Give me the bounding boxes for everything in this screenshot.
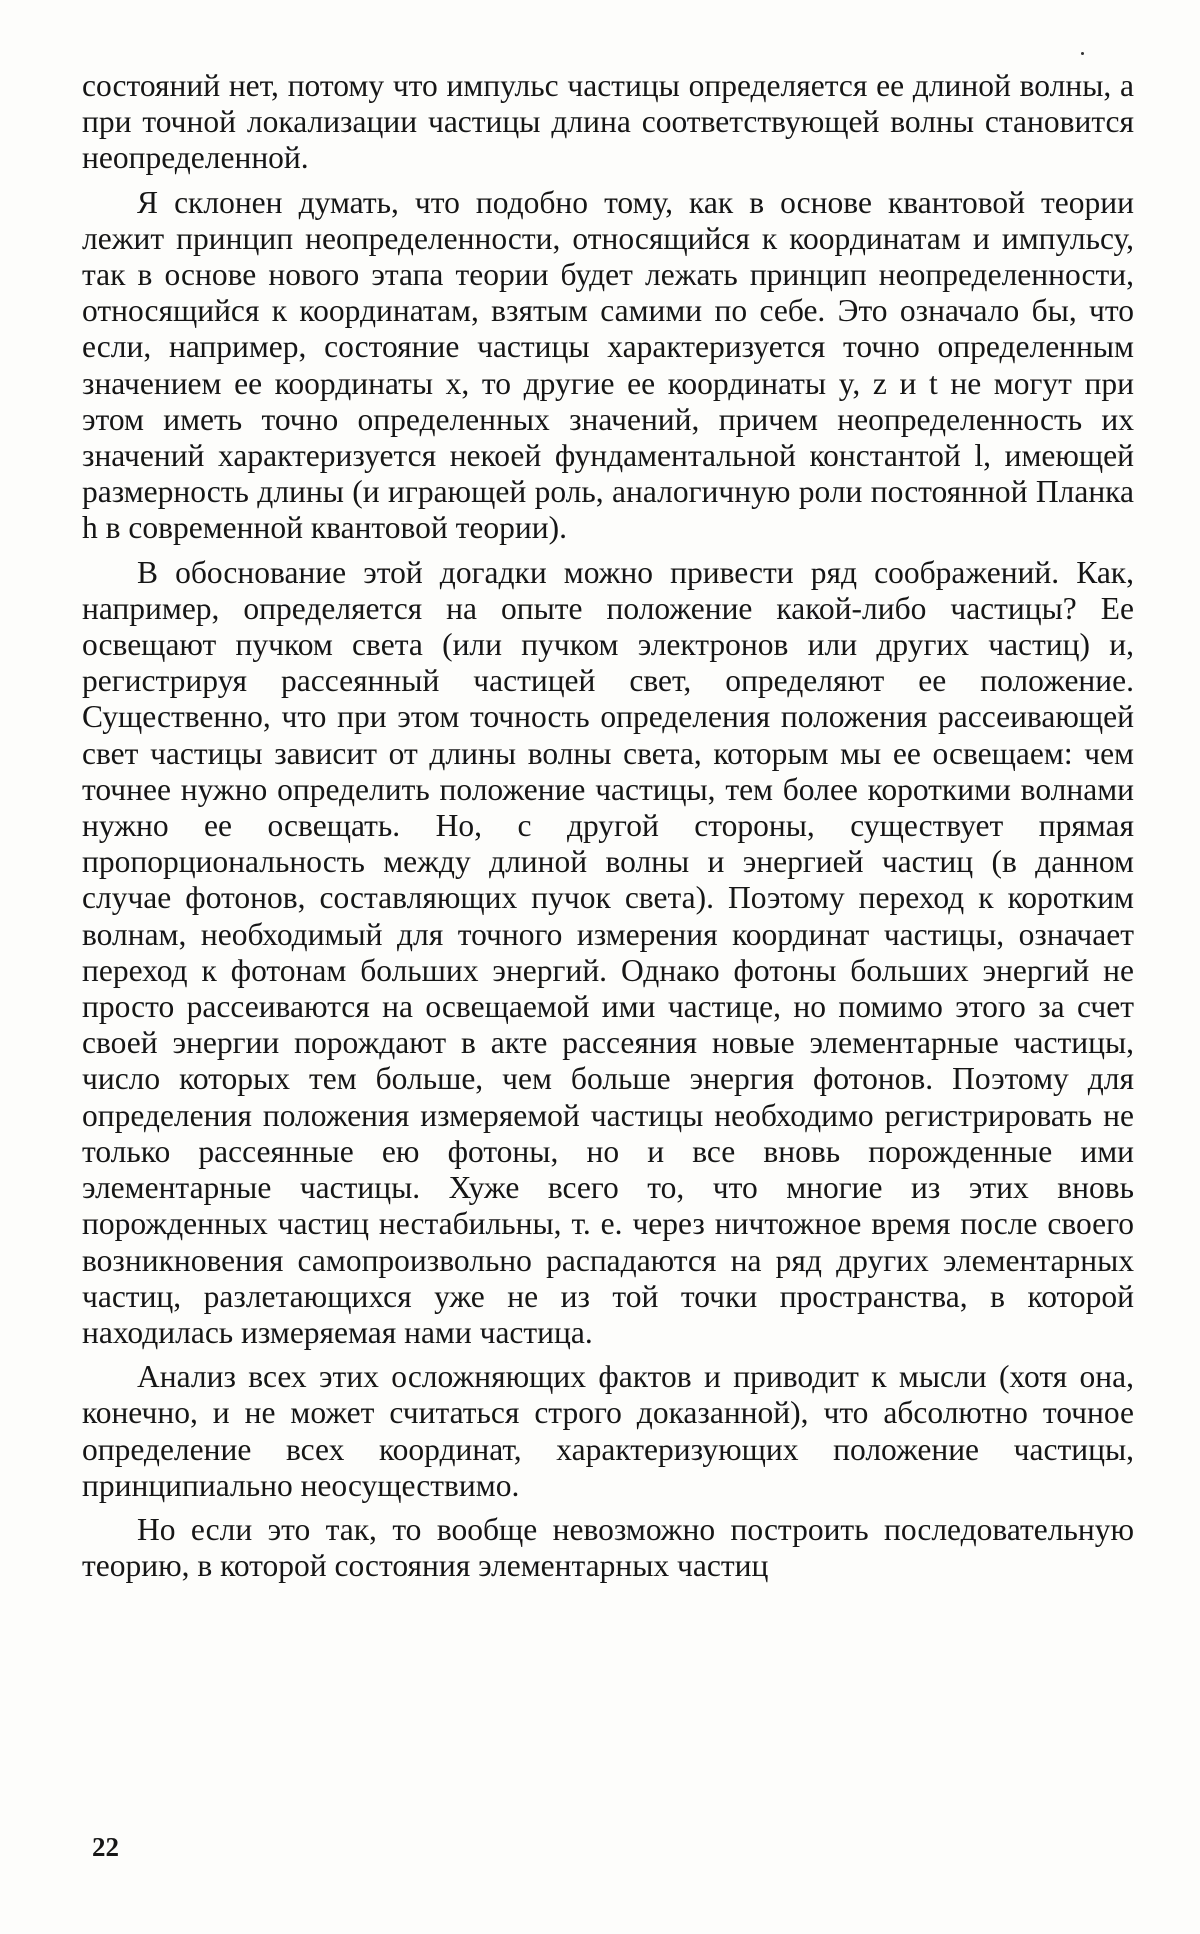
paragraph-conclusion: Но если это так, то вообще невозможно построить последовательную теорию, в которой состояния элементарных частиц [82, 1511, 1134, 1584]
body-text [82, 68, 1134, 1584]
page-number: 22 [92, 1832, 119, 1862]
paragraph-analysis: Анализ всех этих осложняющих фактов и приводит к мысли (хотя она, конечно, и не может считаться строго доказанной), что абсолютно точное определение всех координат, характеризующих положение частицы, принципиально неосуществимо. [82, 1359, 1134, 1503]
paragraph-measurement-argument: В обоснование этой догадки можно привести ряд соображений. Как, например, определяется на опыте положение какой-либо частицы? Ее освещают пучком света (или пучком электронов или других частиц) и, регистрируя рассеянный частицей свет, определяют ее положение. Существенно, что при этом точность определения положения рассеивающей свет частицы зависит от длины волны света, которым мы ее освещаем: чем точнее нужно определить положение частицы, тем более короткими волнами нужно ее освещать. Но, с другой стороны, существует прямая пропорциональность между длиной волны и энергией частиц (в данном случае фотонов, составляющих пучок света). Поэтому переход к коротким волнам, необходимый для точного измерения координат частицы, означает переход к фотонам больших энергий. Однако фотоны больших энергий не просто рассеиваются на освещаемой ими частице, но помимо этого за счет своей энергии порождают в акте рассеяния новые элементарные частицы, число которых тем больше, чем больше энергия фотонов. Поэтому для определения положения измеряемой частицы необходимо регистрировать не только рассеянные ею фотоны, но и все вновь порожденные ими элементарные частицы. Хуже всего то, что многие из этих вновь порожденных частиц нестабильны, т. е. через ничтожное время после своего возникновения самопроизвольно распадаются на ряд других элементарных частиц, разлетающихся уже не из той точки пространства, в которой находилась измеряемая нами частица. [82, 554, 1134, 1350]
paragraph-continued: состояний нет, потому что импульс частицы определяется ее длиной волны, а при точной локализации частицы длина соответствующей волны становится неопределенной. [82, 68, 1134, 176]
paragraph-uncertainty-principle: Я склонен думать, что подобно тому, как в основе квантовой теории лежит принцип неопределенности, относящийся к координатам и импульсу, так в основе нового этапа теории будет лежать принцип неопределенности, относящийся к координатам, взятым самими по себе. Это означало бы, что если, например, состояние частицы характеризуется точно определенным значением ее координаты x, то другие ее координаты y, z и t не могут при этом иметь точно определенных значений, причем неопределенность их значений характеризуется некоей фундаментальной константой l, имеющей размерность длины (и играющей роль, аналогичную роли постоянной Планка h в современной квантовой теории). [82, 184, 1134, 546]
print-speck [1081, 52, 1084, 55]
